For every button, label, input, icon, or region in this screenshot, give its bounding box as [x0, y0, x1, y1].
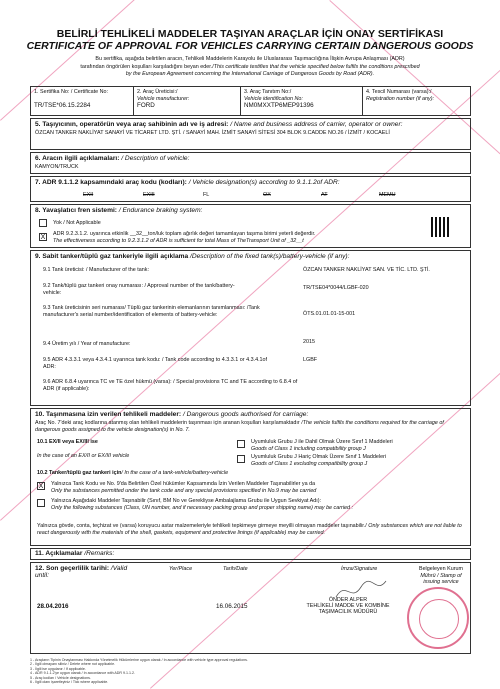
- vin-cell: 3. Araç Tanıtım No:/ Vehicle identification No: NM0MXXTP6MEP91396: [241, 87, 363, 115]
- valid-until-date: 28.04.2016: [37, 603, 69, 610]
- section-5: 5. Taşıyıcının, operatörün veya araç sahibinin adı ve iş adresi: / Name and business address of carrier, operator or owner: ÖZCAN TANKER NAKLİYAT SANAYİ VE TİCARET LTD. ŞTİ. / SANAYİ MAH. İZMİT SANAYİ SİTESİ 304 BLOK 9.CADDE NO.26 / İZMİT / KOCAELİ: [30, 118, 471, 150]
- checkbox-not-applicable[interactable]: [39, 219, 47, 227]
- title-tr: BELİRLİ TEHLİKELİ MADDELER TAŞIYAN ARAÇLAR İÇİN ONAY SERTİFİKASI: [56, 28, 444, 40]
- certificate-no-cell: 1. Sertifika No: / Certificate No: TR/TSE*06.15.2284: [31, 87, 134, 115]
- issue-date: 16.06.2015: [216, 603, 248, 610]
- section-9: 9. Sabit tanker/tüplü gaz tankeriyle ilgili açıklama /Description of the fixed tank(s)/battery-vehicle (if any): 9.1 Tank üreticisi: / Manufacturer of the tank: ÖZCAN TANKER NAKLİYAT SAN. VE TİC. LTD. ŞTİ. 9.2 Tank/tüplü gaz tankeri onay numarası: / Approval number of the tank/battery-vehicle: TR/TSE04*0044/LGBF-020 9.3 Tank üreticisinin seri numarası/ Tüplü gaz tankerinin elemanlarının tanımlanması: /Tank manufacturer's serial number/identification of elements of battery-vehicle: ÖTS.01.01.01-15-001 9.4 Üretim yılı / Year of manufacture: 2015 9.5 ADR 4.3.3.1 veya 4.3.4.1 uyarınca tank kodu: / Tank code according to 4.3.3.1 or 4.3.4.1of ADR: LGBF 9.6 ADR 6.8.4 uyarınca TC ve TE özel hükmü (varsa): / Special provisions TC and TE according to 6.8.4 of ADR (if applicable):: [30, 250, 471, 406]
- code-fl: FL: [203, 192, 210, 198]
- section-8: 8. Yavaşlatıcı fren sistemi: / Endurance braking system: Yok / Not Applicable X ADR 9.2.3.1.2. uyarınca etkinlik __32__ton/luk toplam ağırlık değeri tamamlayan taşıma birimi yeterli değerdir. The effectiveness according to 9.2.3.1.2 of ADR is sufficient for total Mass of TheTransport Unit of _32__t: [30, 204, 471, 248]
- manufacturer-cell: 2. Araç Üreticisi:/ Vehicle manufacturer: FORD: [134, 87, 241, 115]
- manufacturer-value: FORD: [137, 102, 155, 110]
- stamp-icon: [407, 587, 469, 649]
- section-10: 10. Taşınmasına izin verilen tehlikeli maddeler: / Dangerous goods authorised for carriage: Araç No. 7'deki araç kodlarına atanmış olan tehlikeli maddelerin taşınması için aranan koşulları karşılamaktadır /The vehicle fulfils the conditions required for the carriage of dangerous goods assigned to the vehicle designation(s) in No. 7. 10.1 EX/II veya EX/III ise In the case of an EX/II or EX/III vehicle Uyumluluk Grubu J ile Dahil Olmak Üzere Sınıf 1 Maddeleri Goods of Class 1 including compatibility group J Uyumluluk Grubu J Hariç Olmak Üzere Sınıf 1 Maddeleri Goods of Class 1 excluding compatibility group J 10.2 Tanker/tüplü gaz tankeri için/ In the case of a tank-vehicle/battery-vehicle X Yalnızca Tank Kodu ve No. 9'da Belirtilen Özel hükümler Kapsamında İzin Verilen Maddeler Taşınabilirler ya da Only the substances permitted under the tank code and any special provisions specified in No.9 may be carried Yalnızca Aşağıdaki Maddeler Taşınabilir (Sınıf, BM No ve Gerekliyse Ambalajlama Grubu ile Uygun Sevkiyat Adı): Only the following substances (Class, UN number, and if necessary packing group and proper shipping name) may be carried : Yalnızca gövde, conta, teçhizat ve (varsa) koruyucu astar malzemeleriyle tehlikeli tepkimeye girmeye meyilli olmayan maddeler taşınabilir./ Only substances which are not liable to react dangerously with the materials of the shell, gaskets, equipment and protective linings (if applicable) may be carried.: [30, 408, 471, 546]
- certificate-no: TR/TSE*06.15.2284: [34, 101, 91, 109]
- section-12: 12. Son geçerlilik tarihi: /Valid until: Yer/Place Tarih/Date İmza/Signature Belgeleyen Kurum Mührü / Stamp of issuing service 28.04.2016 16.06.2015 ÖNDER ALPER TEHLİKELİ MADDE VE KOMBİNE TAŞIMACILIK MÜDÜRÜ: [30, 562, 471, 654]
- registration-cell: 4. Tescil Numarası (varsa):/ Registration number (if any):: [366, 89, 435, 102]
- section-7: 7. ADR 9.1.1.2 kapsamındaki araç kodu (kodları): / Vehicle designation(s) according to 9.1.1.2of ADR: EXII EXIII FL OX AT MEMU: [30, 176, 471, 202]
- signature-block: ÖNDER ALPER TEHLİKELİ MADDE VE KOMBİNE TAŞIMACILIK MÜDÜRÜ: [306, 597, 390, 615]
- code-memu: MEMU: [379, 192, 396, 198]
- carrier-address: ÖZCAN TANKER NAKLİYAT SANAYİ VE TİCARET LTD. ŞTİ. / SANAYİ MAH. İZMİT SANAYİ SİTESİ 304 BLOK 9.CADDE NO.26 / İZMİT / KOCAELİ: [35, 130, 390, 136]
- checkbox-endurance-sufficient[interactable]: X: [40, 234, 46, 241]
- code-exiii: EXIII: [143, 192, 155, 198]
- checkbox-class1-excl-j[interactable]: [237, 455, 245, 463]
- vehicle-description: KAMYON/TRUCK: [35, 164, 79, 170]
- qr-code-icon: [431, 217, 451, 237]
- tank-code: LGBF: [303, 357, 318, 363]
- signature-icon: [331, 575, 391, 605]
- intro-text: Bu sertifika, aşağıda belirtilen aracın, Tehlikeli Maddelerin Karayolu ile Uluslararası Taşımacılığına İlişkin Avrupa Anlaşması (ADR) tarafından öngörülen koşulları karşıladığını beyan eder./This certificate testifies that the vehicle specified below fulfils the conditions prescribed by the European Agreement concerning the International Carriage of Dangerous Goods by Road (ADR).: [80, 56, 420, 78]
- checkbox-class1-incl-j[interactable]: [237, 440, 245, 448]
- tank-manufacturer: ÖZCAN TANKER NAKLİYAT SAN. VE TİC. LTD. ŞTİ.: [303, 267, 430, 273]
- code-at: AT: [321, 192, 328, 198]
- year-of-manufacture: 2015: [303, 339, 315, 345]
- section-6: 6. Aracın ilgili açıklamaları: / Description of vehicle: KAMYON/TRUCK: [30, 152, 471, 174]
- tank-serial-no: ÖTS.01.01.01-15-001: [303, 311, 356, 317]
- code-ox: OX: [263, 192, 271, 198]
- checkbox-tank-code-substances[interactable]: X: [38, 483, 44, 490]
- checkbox-following-substances[interactable]: [37, 499, 45, 507]
- code-exii: EXII: [83, 192, 94, 198]
- vin-value: NM0MXXTP6MEP91396: [244, 102, 314, 110]
- title-en: CERTIFICATE OF APPROVAL FOR VEHICLES CARRYING CERTAIN DANGEROUS GOODS: [26, 40, 474, 52]
- section-11: 11. Açıklamalar /Remarks:: [30, 548, 471, 560]
- tank-approval-no: TR/TSE04*0044/LGBF-020: [303, 285, 369, 291]
- footnotes: 1 - Araçların Tipinin Onaylanması Hakkında Yönetmelik Hükümlerine uygun olarak / In accordance with vehicle type approval regulations. 2 - İlgili olmayanı siliniz / Delete where not applicable. 3 - İlgili ise uygulanır / If applicable. 4 - ADR 9.1.1.2'ye uygun olarak / In accordance with ADR 9.1.1.2. 5 - Araç kodları / Vehicle designations. 6 - İlgili olanı işaretleyiniz / Tick where applicable.: [30, 658, 248, 685]
- section-1-4: [30, 86, 471, 116]
